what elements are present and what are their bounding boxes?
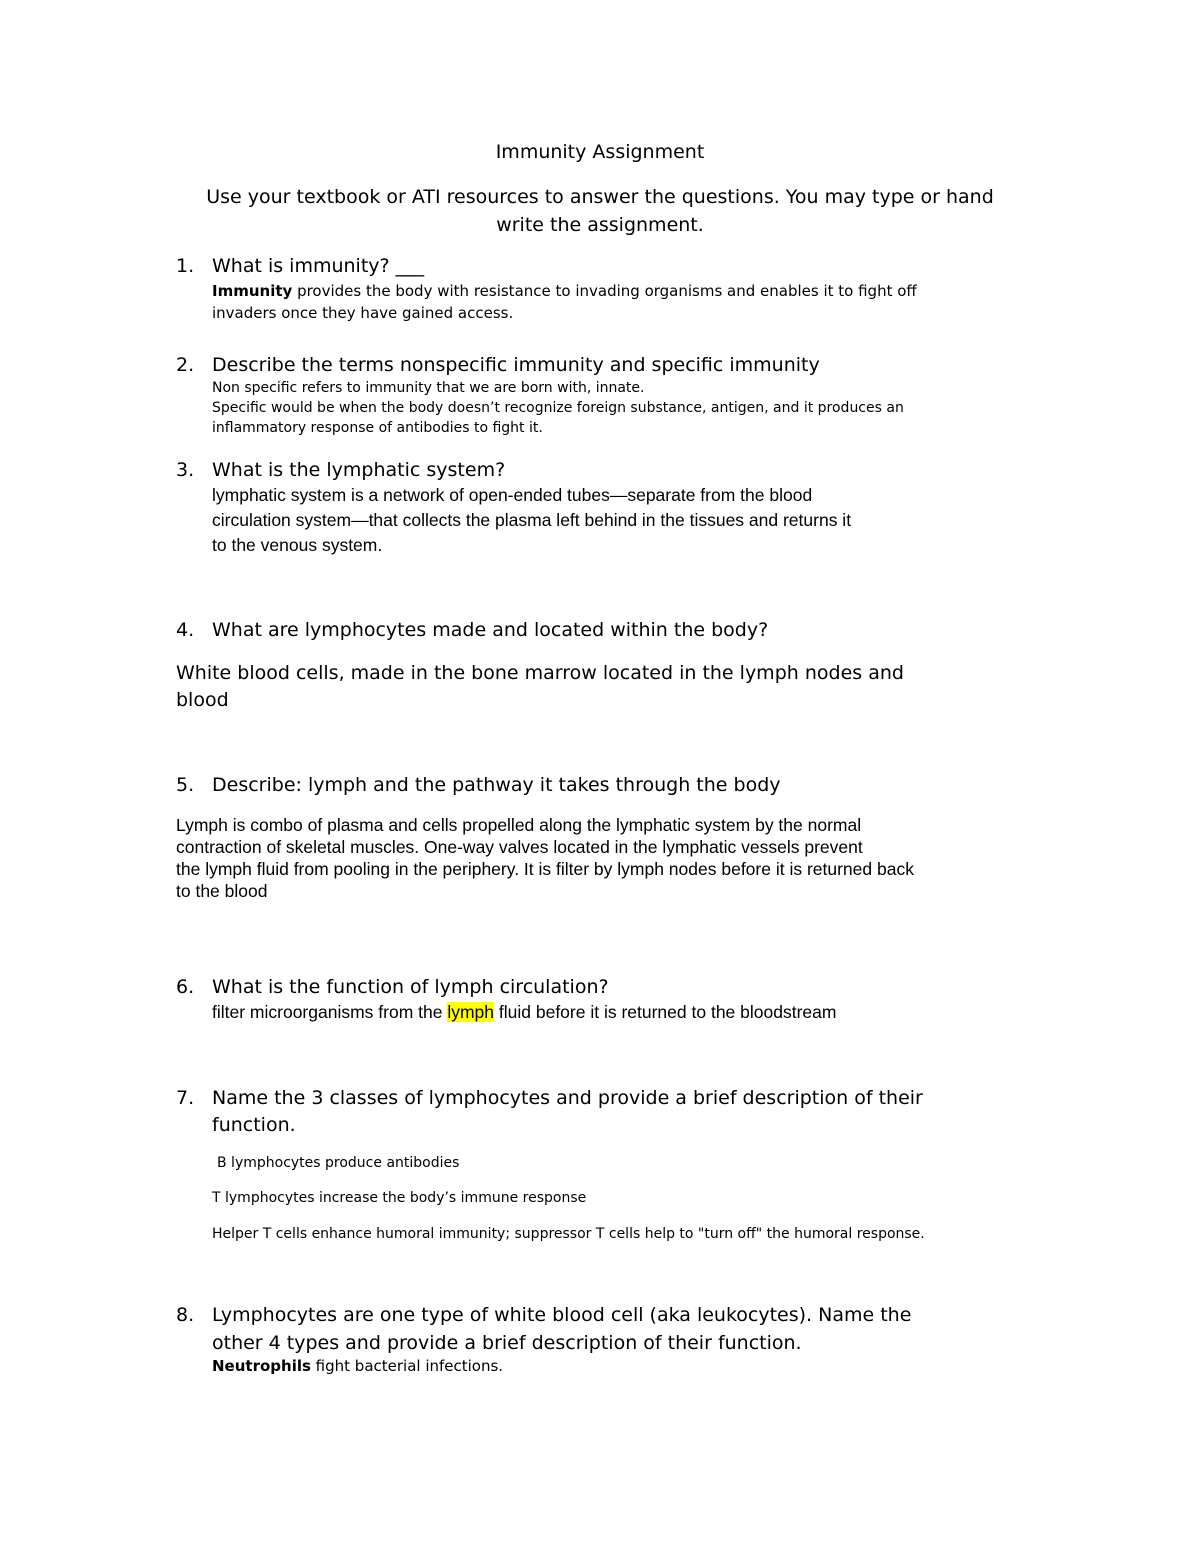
question-text: Describe the terms nonspecific immunity and specific immunity	[212, 354, 820, 376]
answer-text: fight bacterial infections.	[310, 1357, 504, 1375]
question-text: function.	[212, 1114, 296, 1136]
answer-line: circulation system—that collects the plasma left behind in the tissues and returns it	[212, 510, 852, 530]
answer-line: T lymphocytes increase the body’s immune response	[212, 1190, 587, 1206]
highlighted-word: lymph	[447, 1002, 495, 1022]
question-text: What is immunity? ___	[212, 255, 425, 277]
answer-line: Helper T cells enhance humoral immunity; suppressor T cells help to "turn off" the humoral response.	[212, 1226, 925, 1242]
question-number: 4.	[176, 619, 195, 641]
answer-line: to the venous system.	[212, 535, 383, 555]
instructions	[140, 183, 1060, 239]
instructions-line-1: Use your textbook or ATI resources to answer the questions. You may type or hand	[206, 186, 994, 208]
answer-line: Non specific refers to immunity that we are born with, innate.	[212, 380, 645, 396]
question-text: What are lymphocytes made and located within the body?	[212, 619, 769, 641]
question-number: 7.	[176, 1087, 195, 1109]
answer-line: Lymph is combo of plasma and cells propelled along the lymphatic system by the normal	[176, 815, 862, 835]
document-title: Immunity Assignment	[495, 141, 705, 163]
answer-line: to the blood	[176, 881, 268, 901]
bold-term: Immunity	[212, 282, 293, 300]
answer-line: lymphatic system is a network of open-ended tubes—separate from the blood	[212, 485, 813, 505]
question-number: 8.	[176, 1304, 195, 1326]
answer-line: B lymphocytes produce antibodies	[217, 1155, 460, 1171]
answer-line	[212, 282, 917, 300]
question-text: What is the function of lymph circulation?	[212, 976, 609, 998]
question-text: Lymphocytes are one type of white blood cell (aka leukocytes). Name the	[212, 1304, 912, 1326]
answer-line: inflammatory response of antibodies to fight it.	[212, 420, 543, 436]
question-number: 2.	[176, 354, 195, 376]
question-number: 5.	[176, 774, 195, 796]
answer-text: provides the body with resistance to invading organisms and enables it to fight off	[292, 282, 917, 300]
answer-line	[212, 1002, 836, 1023]
answer-line: invaders once they have gained access.	[212, 304, 514, 322]
answer-line	[212, 1357, 503, 1375]
answer-text: fluid before it is returned to the bloodstream	[494, 1002, 837, 1022]
answer-line: Specific would be when the body doesn’t recognize foreign substance, antigen, and it produces an	[212, 400, 904, 416]
answer-line: the lymph fluid from pooling in the periphery. It is filter by lymph nodes before it is returned back	[176, 859, 914, 879]
question-number: 6.	[176, 976, 195, 998]
bold-term: Neutrophils	[212, 1357, 311, 1375]
answer-line: White blood cells, made in the bone marrow located in the lymph nodes and	[176, 662, 904, 684]
answer-line: contraction of skeletal muscles. One-way valves located in the lymphatic vessels prevent	[176, 837, 863, 857]
instructions-line-2: write the assignment.	[496, 214, 704, 236]
answer-line: blood	[176, 689, 229, 711]
question-number: 1.	[176, 255, 195, 277]
question-text: other 4 types and provide a brief description of their function.	[212, 1332, 802, 1354]
answer-text: filter microorganisms from the	[212, 1002, 448, 1022]
question-text: Name the 3 classes of lymphocytes and provide a brief description of their	[212, 1087, 923, 1109]
question-text: What is the lymphatic system?	[212, 459, 506, 481]
question-number: 3.	[176, 459, 195, 481]
question-text: Describe: lymph and the pathway it takes through the body	[212, 774, 781, 796]
